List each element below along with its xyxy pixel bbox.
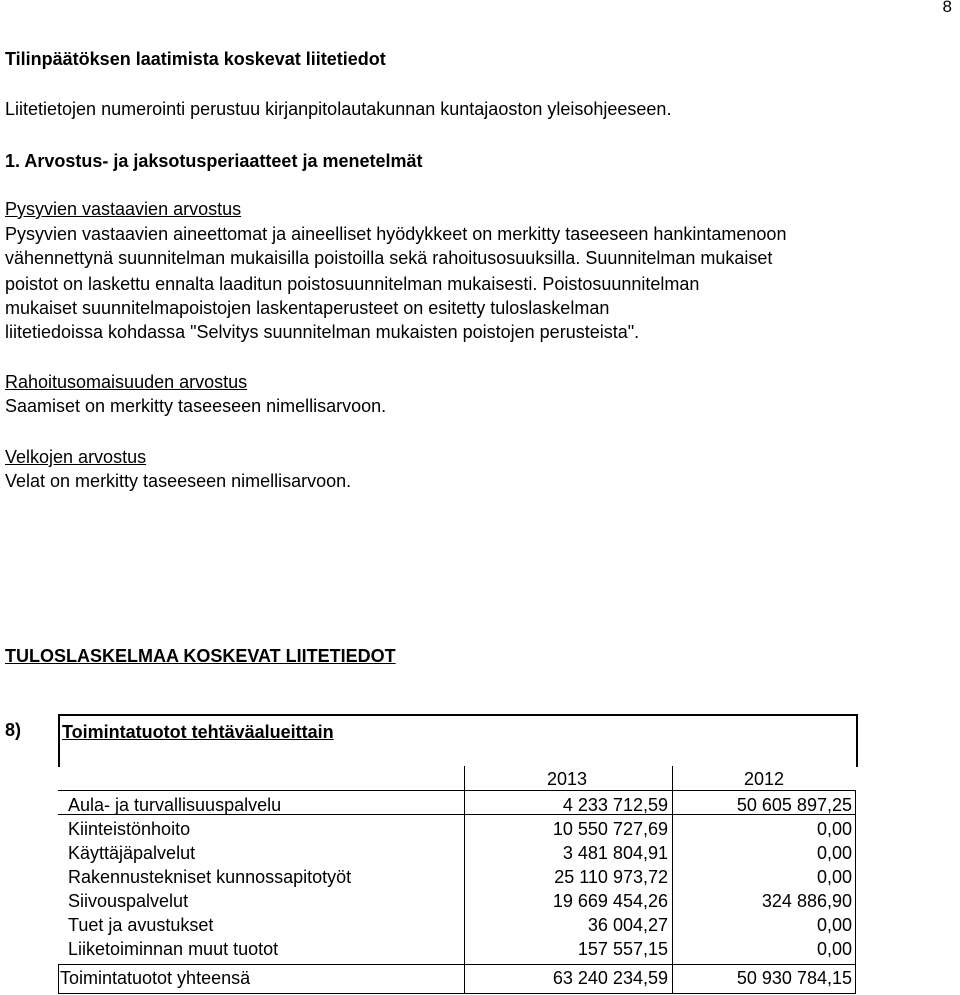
total-label: Toimintatuotot yhteensä [60, 968, 251, 988]
financial-assets-subheading: Rahoitusomaisuuden arvostus [5, 372, 248, 392]
table-row [58, 818, 856, 842]
value-2013: 157 557,15 [577, 939, 668, 959]
table-row [58, 938, 856, 962]
table-row [58, 866, 856, 890]
column-header-2012: 2012 [743, 769, 785, 789]
fixed-assets-line: vähennettynä suunnitelman mukaisilla poistoilla sekä rahoitusosuuksilla. Suunnitelman mukaiset [5, 248, 773, 268]
row-label: Aula- ja turvallisuuspalvelu [68, 795, 282, 815]
fixed-assets-subheading: Pysyvien vastaavien arvostus [5, 199, 242, 219]
column-header-2013: 2013 [546, 769, 588, 789]
liabilities-text: Velat on merkitty taseeseen nimellisarvoon. [5, 471, 352, 491]
note-number: 8) [5, 720, 22, 740]
value-2012: 0,00 [816, 867, 852, 887]
table-title-row [58, 714, 858, 767]
value-2012: 0,00 [816, 843, 852, 863]
value-2013: 4 233 712,59 [562, 795, 668, 815]
financial-assets-text: Saamiset on merkitty taseeseen nimellisarvoon. [5, 396, 387, 416]
value-2012: 50 605 897,25 [736, 795, 852, 815]
value-2013: 3 481 804,91 [562, 843, 668, 863]
divider [58, 993, 856, 994]
page-number: 8 [942, 0, 952, 16]
liabilities-subheading: Velkojen arvostus [5, 447, 147, 467]
document-title: Tilinpäätöksen laatimista koskevat liitetiedot [5, 49, 386, 69]
fixed-assets-line: mukaiset suunnitelmapoistojen laskentaperusteet on esitetty tuloslaskelman [5, 298, 610, 318]
value-2012: 0,00 [816, 819, 852, 839]
table-row [58, 794, 856, 818]
row-label: Liiketoiminnan muut tuotot [68, 939, 279, 959]
table-row [58, 914, 856, 938]
value-2013: 36 004,27 [587, 915, 668, 935]
row-label: Käyttäjäpalvelut [68, 843, 196, 863]
row-label: Rakennustekniset kunnossapitotyöt [68, 867, 352, 887]
section-1-heading: 1. Arvostus- ja jaksotusperiaatteet ja menetelmät [5, 151, 423, 171]
table-total-row [58, 967, 856, 991]
total-2012: 50 930 784,15 [736, 968, 852, 988]
intro-text: Liitetietojen numerointi perustuu kirjanpitolautakunnan kuntajaoston yleisohjeeseen. [5, 99, 672, 119]
value-2012: 324 886,90 [761, 891, 852, 911]
table-title: Toimintatuotot tehtäväalueittain [62, 722, 334, 742]
divider [58, 964, 856, 965]
value-2013: 19 669 454,26 [552, 891, 668, 911]
total-2013: 63 240 234,59 [552, 968, 668, 988]
fixed-assets-line: poistot on laskettu ennalta laaditun poistosuunnitelman mukaisesti. Poistosuunnitelman [5, 274, 700, 294]
value-2012: 0,00 [816, 939, 852, 959]
divider [58, 764, 60, 765]
value-2013: 10 550 727,69 [552, 819, 668, 839]
fixed-assets-line: liitetiedoissa kohdassa "Selvitys suunnitelman mukaisten poistojen perusteista". [5, 322, 640, 342]
income-statement-heading: TULOSLASKELMAA KOSKEVAT LIITETIEDOT [5, 646, 396, 666]
row-label: Kiinteistönhoito [68, 819, 191, 839]
row-label: Siivouspalvelut [68, 891, 189, 911]
fixed-assets-line: Pysyvien vastaavien aineettomat ja aineelliset hyödykkeet on merkitty taseeseen hankintamenoon [5, 224, 787, 244]
value-2013: 25 110 973,72 [554, 867, 668, 887]
table-row [58, 842, 856, 866]
row-label: Tuet ja avustukset [68, 915, 214, 935]
table-row [58, 890, 856, 914]
table-header-row [58, 768, 856, 792]
value-2012: 0,00 [816, 915, 852, 935]
